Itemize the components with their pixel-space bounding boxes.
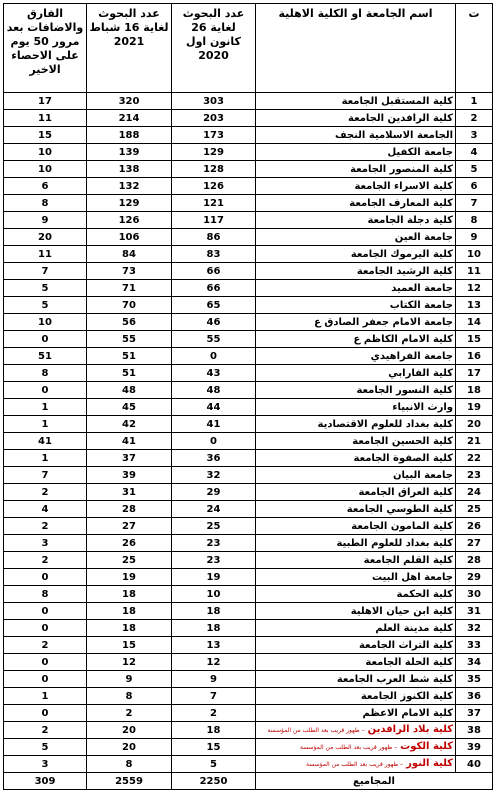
row-name: كلية الحكمة: [396, 588, 453, 600]
row-name-cell: [256, 433, 456, 450]
row-index: 6: [456, 178, 493, 195]
row-dec2020: 23: [172, 552, 256, 569]
table-row: [4, 246, 493, 263]
row-feb2021: 56: [87, 314, 172, 331]
row-index: 35: [456, 671, 493, 688]
table-row: [4, 416, 493, 433]
row-index: 10: [456, 246, 493, 263]
row-feb2021: 126: [87, 212, 172, 229]
row-diff: 0: [4, 654, 87, 671]
row-dec2020: 9: [172, 671, 256, 688]
row-diff: 5: [4, 280, 87, 297]
table-row: [4, 535, 493, 552]
row-feb2021: 12: [87, 654, 172, 671]
row-feb2021: 28: [87, 501, 172, 518]
row-name: كلية النور: [406, 758, 453, 769]
table-row: [4, 739, 493, 756]
row-name: كلية الطوسي الجامعة: [346, 503, 453, 515]
row-name-cell: [256, 518, 456, 535]
row-dec2020: 65: [172, 297, 256, 314]
row-feb2021: 84: [87, 246, 172, 263]
row-name-cell: [256, 416, 456, 433]
table-row: [4, 144, 493, 161]
totals-diff: 309: [4, 773, 87, 790]
row-index: 23: [456, 467, 493, 484]
row-index: 28: [456, 552, 493, 569]
row-name: كلية الاسراء الجامعة: [354, 180, 453, 192]
row-diff: 3: [4, 535, 87, 552]
row-diff: 8: [4, 365, 87, 382]
row-name: كلية القلم الجامعة: [363, 554, 453, 566]
row-index: 17: [456, 365, 493, 382]
row-index: 8: [456, 212, 493, 229]
row-index: 11: [456, 263, 493, 280]
row-dec2020: 10: [172, 586, 256, 603]
row-feb2021: 2: [87, 705, 172, 722]
table-row: [4, 586, 493, 603]
row-name: جامعة الامام جعفر الصادق ع: [314, 316, 453, 328]
row-feb2021: 320: [87, 93, 172, 110]
row-name: كلية مدينة العلم: [375, 622, 453, 634]
row-name-cell: [256, 705, 456, 722]
row-diff: 20: [4, 229, 87, 246]
row-feb2021: 138: [87, 161, 172, 178]
row-dec2020: 303: [172, 93, 256, 110]
row-name-cell: [256, 467, 456, 484]
row-feb2021: 39: [87, 467, 172, 484]
row-dec2020: 43: [172, 365, 256, 382]
row-index: 30: [456, 586, 493, 603]
totals-row: [4, 773, 493, 790]
row-feb2021: 27: [87, 518, 172, 535]
row-index: 4: [456, 144, 493, 161]
table-row: [4, 195, 493, 212]
row-name-cell: [256, 229, 456, 246]
row-diff: 9: [4, 212, 87, 229]
table-row: [4, 722, 493, 739]
row-feb2021: 48: [87, 382, 172, 399]
row-dec2020: 18: [172, 603, 256, 620]
row-name-cell: [256, 484, 456, 501]
header-name: اسم الجامعة او الكلية الاهلية: [256, 4, 456, 93]
row-index: 33: [456, 637, 493, 654]
row-dec2020: 66: [172, 263, 256, 280]
row-dec2020: 0: [172, 433, 256, 450]
row-dec2020: 203: [172, 110, 256, 127]
row-name: جامعة البيان: [393, 469, 453, 481]
row-feb2021: 8: [87, 756, 172, 773]
row-dec2020: 24: [172, 501, 256, 518]
row-dec2020: 18: [172, 722, 256, 739]
table-row: [4, 297, 493, 314]
row-index: 27: [456, 535, 493, 552]
row-diff: 0: [4, 671, 87, 688]
row-dec2020: 0: [172, 348, 256, 365]
row-diff: 7: [4, 467, 87, 484]
table-row: [4, 756, 493, 773]
table-row: [4, 365, 493, 382]
row-diff: 2: [4, 722, 87, 739]
row-index: 18: [456, 382, 493, 399]
row-name: كلية الامام الاعظم: [362, 707, 453, 719]
row-name: كلية الرشيد الجامعة: [356, 265, 453, 277]
row-diff: 1: [4, 399, 87, 416]
row-feb2021: 132: [87, 178, 172, 195]
row-name-cell: [256, 93, 456, 110]
row-dec2020: 5: [172, 756, 256, 773]
header-feb2021: عدد البحوث لغاية 16 شباط 2021: [87, 4, 172, 93]
row-dec2020: 126: [172, 178, 256, 195]
row-feb2021: 15: [87, 637, 172, 654]
table-row: [4, 212, 493, 229]
table-row: [4, 263, 493, 280]
row-feb2021: 18: [87, 603, 172, 620]
row-diff: 1: [4, 450, 87, 467]
row-name: كلية الرافدين الجامعة: [348, 112, 453, 124]
row-diff: 2: [4, 484, 87, 501]
row-feb2021: 188: [87, 127, 172, 144]
row-name: كلية ابن حيان الاهلية: [350, 605, 453, 617]
row-diff: 1: [4, 416, 87, 433]
row-index: 31: [456, 603, 493, 620]
row-diff: 15: [4, 127, 87, 144]
row-name-cell: [256, 535, 456, 552]
row-name-cell: [256, 280, 456, 297]
table-row: [4, 161, 493, 178]
row-name-cell: [256, 195, 456, 212]
row-name-cell: [256, 314, 456, 331]
row-feb2021: 20: [87, 722, 172, 739]
row-name-cell: [256, 637, 456, 654]
row-feb2021: 31: [87, 484, 172, 501]
row-index: 12: [456, 280, 493, 297]
row-diff: 41: [4, 433, 87, 450]
row-name-cell: [256, 399, 456, 416]
row-name-cell: [256, 110, 456, 127]
row-name-cell: [256, 586, 456, 603]
row-dec2020: 66: [172, 280, 256, 297]
table-row: [4, 552, 493, 569]
row-diff: 2: [4, 637, 87, 654]
table-row: [4, 314, 493, 331]
table-row: [4, 688, 493, 705]
row-diff: 0: [4, 705, 87, 722]
row-feb2021: 9: [87, 671, 172, 688]
row-diff: 5: [4, 297, 87, 314]
row-name-cell: [256, 161, 456, 178]
row-name-cell: [256, 178, 456, 195]
row-index: 7: [456, 195, 493, 212]
row-name-cell: [256, 654, 456, 671]
row-name: كلية الحسين الجامعة: [352, 435, 453, 447]
row-name: كلية اليرموك الجامعة: [350, 248, 453, 260]
row-name-cell: [256, 382, 456, 399]
row-name-cell: [256, 722, 456, 739]
row-dec2020: 55: [172, 331, 256, 348]
table-row: [4, 331, 493, 348]
table-row: [4, 671, 493, 688]
row-feb2021: 19: [87, 569, 172, 586]
row-dec2020: 13: [172, 637, 256, 654]
row-name-cell: [256, 450, 456, 467]
row-name: كلية الكوت: [400, 741, 453, 752]
row-feb2021: 71: [87, 280, 172, 297]
row-name-cell: [256, 739, 456, 756]
row-feb2021: 25: [87, 552, 172, 569]
row-feb2021: 129: [87, 195, 172, 212]
row-name: كلية بغداد للعلوم الطبية: [336, 537, 453, 549]
row-diff: 8: [4, 195, 87, 212]
row-index: 20: [456, 416, 493, 433]
row-dec2020: 12: [172, 654, 256, 671]
row-feb2021: 51: [87, 365, 172, 382]
row-dec2020: 41: [172, 416, 256, 433]
row-index: 13: [456, 297, 493, 314]
row-diff: 6: [4, 178, 87, 195]
row-name-cell: [256, 365, 456, 382]
row-name-cell: [256, 212, 456, 229]
row-name: كلية الحلة الجامعة: [365, 656, 453, 668]
row-note: – ظهور قريب بعد الطلب من المؤسسة: [267, 727, 365, 734]
row-diff: 8: [4, 586, 87, 603]
row-dec2020: 2: [172, 705, 256, 722]
row-name: كلية المامون الجامعة: [351, 520, 453, 532]
row-name: كلية الصفوة الجامعة: [353, 452, 453, 464]
row-diff: 11: [4, 246, 87, 263]
row-dec2020: 86: [172, 229, 256, 246]
row-index: 25: [456, 501, 493, 518]
row-diff: 1: [4, 688, 87, 705]
row-index: 3: [456, 127, 493, 144]
research-count-table: [3, 3, 493, 790]
row-feb2021: 73: [87, 263, 172, 280]
row-name: كلية المعارف الجامعة: [349, 197, 453, 209]
row-dec2020: 173: [172, 127, 256, 144]
table-row: [4, 620, 493, 637]
row-feb2021: 106: [87, 229, 172, 246]
row-dec2020: 19: [172, 569, 256, 586]
row-feb2021: 214: [87, 110, 172, 127]
row-index: 40: [456, 756, 493, 773]
row-name: جامعة العين: [394, 231, 453, 243]
totals-dec2020: 2250: [172, 773, 256, 790]
row-feb2021: 139: [87, 144, 172, 161]
table-row: [4, 518, 493, 535]
row-feb2021: 37: [87, 450, 172, 467]
row-name: كلية الكنوز الجامعة: [360, 690, 453, 702]
row-diff: 11: [4, 110, 87, 127]
table-body: [4, 93, 493, 773]
row-dec2020: 48: [172, 382, 256, 399]
row-name: جامعة الكفيل: [387, 146, 453, 158]
row-name-cell: [256, 348, 456, 365]
table-row: [4, 93, 493, 110]
report-sheet: [3, 3, 492, 790]
table-row: [4, 484, 493, 501]
row-dec2020: 36: [172, 450, 256, 467]
table-row: [4, 501, 493, 518]
header-index: ت: [456, 4, 493, 93]
row-index: 16: [456, 348, 493, 365]
row-dec2020: 128: [172, 161, 256, 178]
row-name: وارث الانبياء: [392, 401, 453, 413]
row-dec2020: 25: [172, 518, 256, 535]
row-dec2020: 44: [172, 399, 256, 416]
row-feb2021: 45: [87, 399, 172, 416]
table-row: [4, 382, 493, 399]
row-index: 9: [456, 229, 493, 246]
table-row: [4, 280, 493, 297]
row-diff: 2: [4, 518, 87, 535]
row-name-cell: [256, 127, 456, 144]
row-name: كلية العراق الجامعة: [358, 486, 453, 498]
row-name: كلية دجلة الجامعة: [367, 214, 453, 226]
row-index: 15: [456, 331, 493, 348]
table-row: [4, 705, 493, 722]
row-name-cell: [256, 552, 456, 569]
row-dec2020: 117: [172, 212, 256, 229]
table-row: [4, 450, 493, 467]
row-name-cell: [256, 756, 456, 773]
row-name: جامعة الفراهيدي: [370, 350, 453, 362]
row-dec2020: 29: [172, 484, 256, 501]
row-feb2021: 51: [87, 348, 172, 365]
row-dec2020: 32: [172, 467, 256, 484]
row-feb2021: 26: [87, 535, 172, 552]
row-index: 2: [456, 110, 493, 127]
row-index: 39: [456, 739, 493, 756]
row-index: 5: [456, 161, 493, 178]
row-diff: 10: [4, 144, 87, 161]
row-note: – ظهور قريب بعد الطلب من المؤسسة: [299, 744, 398, 751]
row-diff: 0: [4, 603, 87, 620]
header-diff: الفارق والاضافات بعد مرور 50 يوم على الاحصاء الاخير: [4, 4, 87, 93]
row-dec2020: 15: [172, 739, 256, 756]
row-index: 38: [456, 722, 493, 739]
row-dec2020: 129: [172, 144, 256, 161]
row-name-cell: [256, 569, 456, 586]
row-dec2020: 121: [172, 195, 256, 212]
totals-label: المجاميع: [256, 773, 493, 790]
row-dec2020: 83: [172, 246, 256, 263]
row-name: كلية الامام الكاظم ع: [353, 333, 453, 345]
row-name-cell: [256, 603, 456, 620]
header-row: [4, 4, 493, 93]
row-name-cell: [256, 620, 456, 637]
row-index: 34: [456, 654, 493, 671]
row-name: كلية المنصور الجامعة: [350, 163, 453, 175]
table-row: [4, 348, 493, 365]
table-row: [4, 603, 493, 620]
table-row: [4, 399, 493, 416]
row-name: جامعة الكتاب: [389, 299, 453, 311]
row-index: 29: [456, 569, 493, 586]
table-row: [4, 229, 493, 246]
row-name-cell: [256, 297, 456, 314]
row-name-cell: [256, 246, 456, 263]
row-diff: 2: [4, 552, 87, 569]
row-name: الجامعة الاسلامية النجف: [334, 129, 453, 141]
row-feb2021: 20: [87, 739, 172, 756]
row-diff: 7: [4, 263, 87, 280]
table-row: [4, 110, 493, 127]
row-index: 26: [456, 518, 493, 535]
row-index: 32: [456, 620, 493, 637]
row-diff: 5: [4, 739, 87, 756]
row-index: 22: [456, 450, 493, 467]
row-diff: 10: [4, 314, 87, 331]
row-name: كلية الفارابي: [388, 367, 453, 379]
table-row: [4, 467, 493, 484]
row-diff: 0: [4, 569, 87, 586]
row-index: 36: [456, 688, 493, 705]
row-diff: 0: [4, 331, 87, 348]
row-name-cell: [256, 501, 456, 518]
row-name: كلية بلاد الرافدين: [367, 724, 453, 735]
row-name: كلية شط العرب الجامعة: [336, 673, 453, 685]
row-index: 19: [456, 399, 493, 416]
row-diff: 4: [4, 501, 87, 518]
row-name: كلية المستقبل الجامعة: [341, 95, 453, 107]
row-index: 37: [456, 705, 493, 722]
row-diff: 10: [4, 161, 87, 178]
row-index: 24: [456, 484, 493, 501]
row-dec2020: 7: [172, 688, 256, 705]
table-row: [4, 637, 493, 654]
row-feb2021: 8: [87, 688, 172, 705]
row-name: كلية النسور الجامعة: [356, 384, 453, 396]
row-name: جامعة العميد: [391, 282, 453, 294]
row-feb2021: 41: [87, 433, 172, 450]
row-name-cell: [256, 331, 456, 348]
row-index: 21: [456, 433, 493, 450]
row-dec2020: 23: [172, 535, 256, 552]
header-dec2020: عدد البحوث لغاية 26 كانون اول 2020: [172, 4, 256, 93]
totals-feb2021: 2559: [87, 773, 172, 790]
table-row: [4, 654, 493, 671]
row-diff: 0: [4, 620, 87, 637]
row-dec2020: 46: [172, 314, 256, 331]
row-diff: 3: [4, 756, 87, 773]
row-name: كلية التراث الجامعة: [358, 639, 453, 651]
row-feb2021: 18: [87, 620, 172, 637]
row-diff: 51: [4, 348, 87, 365]
row-feb2021: 18: [87, 586, 172, 603]
table-row: [4, 127, 493, 144]
row-feb2021: 55: [87, 331, 172, 348]
row-name: كلية بغداد للعلوم الاقتصادية: [317, 418, 453, 430]
table-row: [4, 433, 493, 450]
row-feb2021: 70: [87, 297, 172, 314]
row-name-cell: [256, 688, 456, 705]
row-index: 14: [456, 314, 493, 331]
row-note: – ظهور قريب بعد الطلب من المؤسسة: [306, 761, 404, 768]
table-row: [4, 178, 493, 195]
row-name-cell: [256, 144, 456, 161]
row-diff: 0: [4, 382, 87, 399]
row-name-cell: [256, 671, 456, 688]
row-diff: 17: [4, 93, 87, 110]
row-index: 1: [456, 93, 493, 110]
row-dec2020: 18: [172, 620, 256, 637]
table-row: [4, 569, 493, 586]
row-name-cell: [256, 263, 456, 280]
row-feb2021: 42: [87, 416, 172, 433]
row-name: جامعة اهل البيت: [371, 571, 453, 583]
